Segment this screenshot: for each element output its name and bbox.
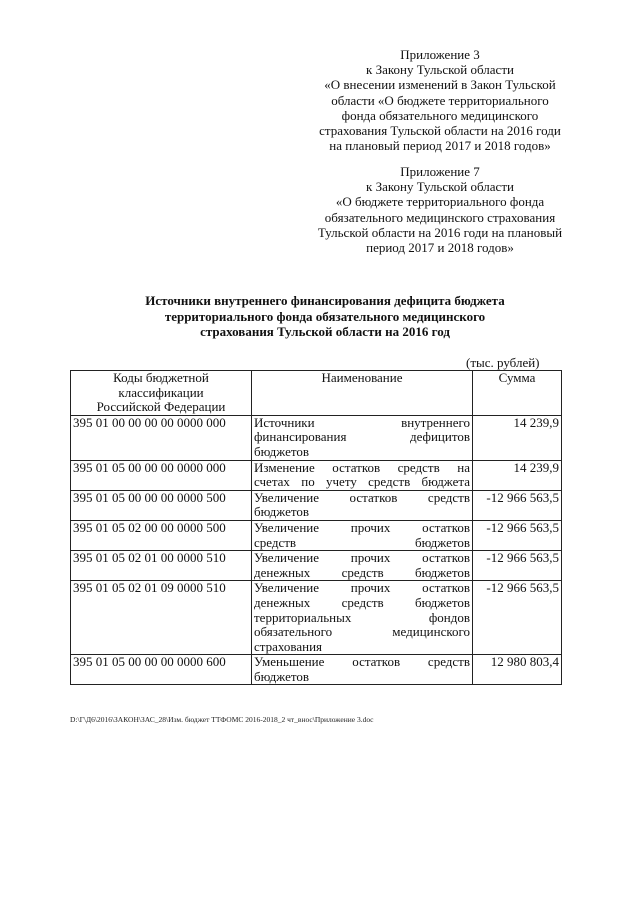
table-row: [71, 415, 562, 460]
row-code: 395 01 05 00 00 00 0000 600: [71, 655, 252, 685]
appendix-7-header: [290, 164, 590, 255]
table-row: [71, 490, 562, 520]
row-name: [252, 415, 473, 460]
appendix-3-header: [290, 47, 590, 153]
row-name-line: бюджетов: [254, 443, 310, 459]
row-name: [252, 581, 473, 655]
title-line: страхования Тульской области на 2016 год: [200, 324, 450, 339]
appendix-3-line: «О внесении изменений в Закон Тульской: [324, 77, 556, 93]
row-name: [252, 460, 473, 490]
row-name-line: средств бюджетов: [254, 534, 470, 550]
appendix-7-line: к Закону Тульской области: [366, 179, 514, 195]
row-name-line: территориальных фондов: [254, 609, 470, 625]
header-code: [71, 371, 252, 416]
header-code-line: классификации: [118, 384, 204, 400]
row-name-line: бюджетов: [254, 668, 310, 684]
file-path-footer: D:\Г\Д6\2016\ЗАКОН\ЗАС_28\Изм. бюджет ТТФОМС 2016-2018_2 чт_внос\Приложение 3.doc: [70, 715, 374, 724]
row-code: 395 01 05 02 01 09 0000 510: [71, 581, 252, 655]
row-name-line: Источники внутреннего: [254, 414, 470, 430]
row-name-line: Увеличение прочих остатков: [254, 550, 470, 566]
unit-note: (тыс. рублей): [466, 355, 540, 370]
appendix-7-line: Приложение 7: [400, 164, 480, 179]
appendix-7-line: период 2017 и 2018 годов»: [366, 240, 514, 256]
row-name: [252, 551, 473, 581]
title-line: Источники внутреннего финансирования дефицита бюджета: [145, 293, 505, 308]
appendix-3-line: на плановый период 2017 и 2018 годов»: [329, 138, 551, 154]
row-name-line: денежных средств бюджетов: [254, 594, 470, 610]
appendix-3-line: к Закону Тульской области: [366, 62, 514, 78]
row-name-line: Увеличение остатков средств: [254, 489, 470, 505]
row-name-line: финансирования дефицитов: [254, 429, 470, 445]
row-name-line: денежных средств бюджетов: [254, 564, 470, 580]
row-code: 395 01 05 02 00 00 0000 500: [71, 520, 252, 550]
row-sum: -12 966 563,5: [473, 520, 562, 550]
appendix-3-line: области «О бюджете территориального: [331, 92, 549, 108]
row-code: 395 01 00 00 00 00 0000 000: [71, 415, 252, 460]
table-header-row: [71, 371, 562, 416]
document-title: [80, 293, 570, 340]
appendix-3-line: Приложение 3: [400, 47, 480, 62]
row-name: [252, 655, 473, 685]
header-sum: Сумма: [473, 371, 562, 416]
row-name-line: обязательного медицинского: [254, 624, 470, 640]
row-name-line: Увеличение прочих остатков: [254, 519, 470, 535]
appendix-3-line: фонда обязательного медицинского: [341, 107, 539, 123]
table-row: [71, 460, 562, 490]
table-row: [71, 655, 562, 685]
row-name: [252, 490, 473, 520]
row-name-line: Изменение остатков средств на: [254, 459, 470, 475]
row-sum: 14 239,9: [473, 460, 562, 490]
table-row: [71, 551, 562, 581]
appendix-7-line: обязательного медицинского страхования: [324, 209, 556, 225]
table-row: [71, 581, 562, 655]
row-name-line: страхования: [254, 638, 323, 654]
row-name-line: Уменьшение остатков средств: [254, 654, 470, 670]
title-line: территориального фонда обязательного медицинского: [164, 308, 486, 324]
row-name: [252, 520, 473, 550]
row-sum: -12 966 563,5: [473, 581, 562, 655]
row-sum: 14 239,9: [473, 415, 562, 460]
row-name-line: счетах по учету средств бюджета: [254, 474, 470, 490]
appendix-3-line: страхования Тульской области на 2016 годи: [319, 123, 561, 139]
financing-sources-table: [70, 370, 562, 685]
row-sum: 12 980 803,4: [473, 655, 562, 685]
row-name-line: Увеличение прочих остатков: [254, 580, 470, 596]
row-name-line: бюджетов: [254, 504, 310, 520]
header-code-line: Коды бюджетной: [113, 370, 209, 385]
header-name: Наименование: [252, 371, 473, 416]
row-sum: -12 966 563,5: [473, 490, 562, 520]
appendix-7-line: «О бюджете территориального фонда: [335, 194, 545, 210]
header-code-line: Российской Федерации: [96, 399, 226, 415]
row-code: 395 01 05 00 00 00 0000 500: [71, 490, 252, 520]
row-code: 395 01 05 00 00 00 0000 000: [71, 460, 252, 490]
row-sum: -12 966 563,5: [473, 551, 562, 581]
appendix-7-line: Тульской области на 2016 годи на плановый: [317, 224, 563, 240]
table-row: [71, 520, 562, 550]
row-code: 395 01 05 02 01 00 0000 510: [71, 551, 252, 581]
